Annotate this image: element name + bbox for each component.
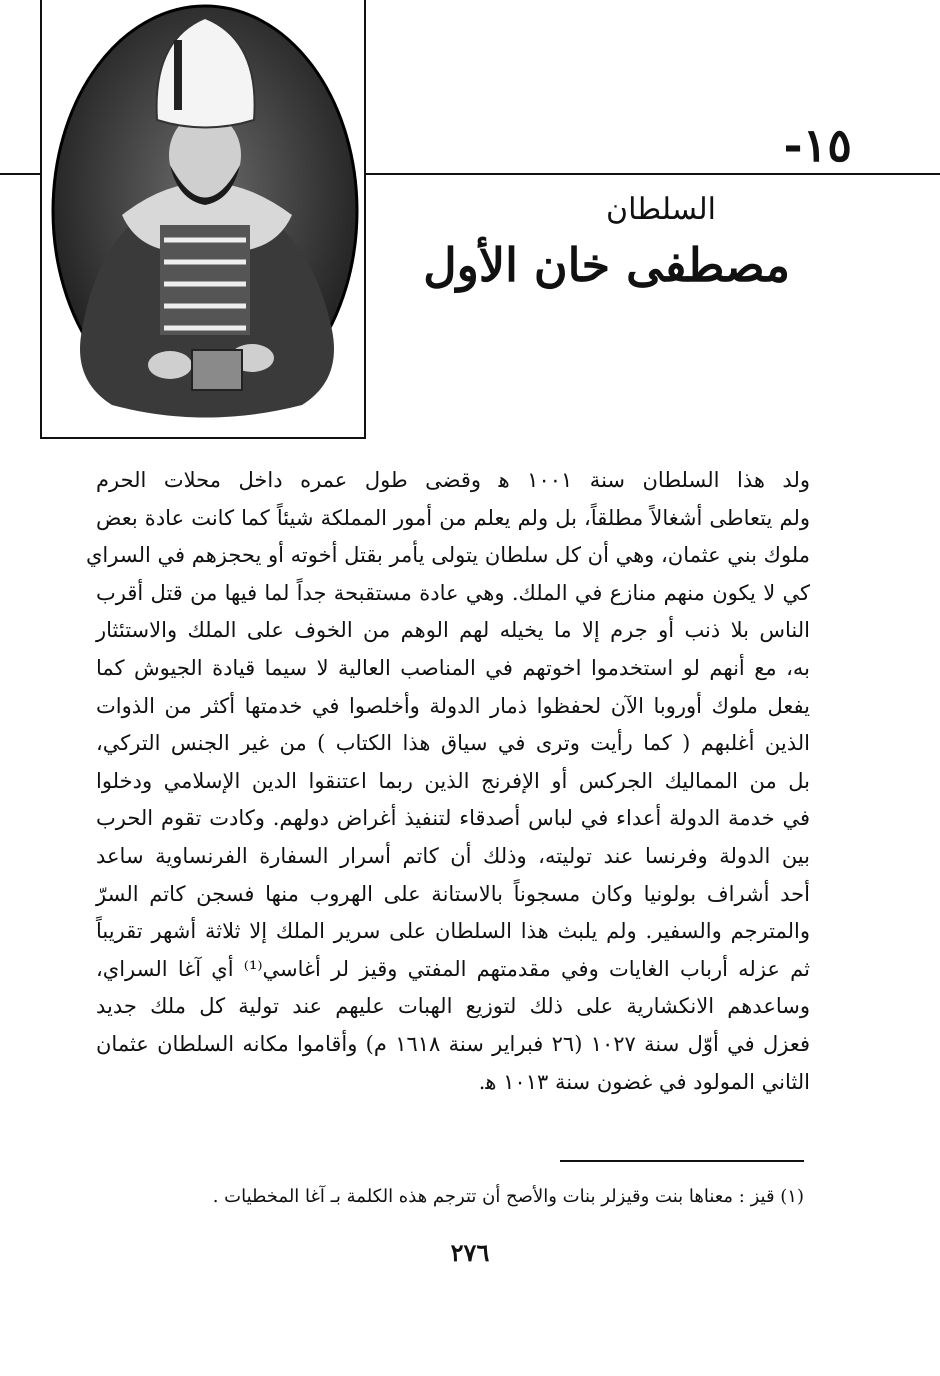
text-line: ثم عزله أرباب الغايات وفي مقدمتهم المفتي وقيز لر أغاسي⁽¹⁾ أي آغا السراي، — [96, 956, 810, 981]
sultan-portrait-image — [42, 0, 368, 437]
chapter-number: ١٥- — [783, 118, 852, 172]
text-line: به، مع أنهم لو استخدموا اخوتهم في المناصب العالية لا سيما قيادة الجيوش كما — [96, 655, 810, 680]
header-rule-right — [366, 173, 940, 175]
footnote: (١) قيز : معناها بنت وقيزلر بنات والأصح أن تترجم هذه الكلمة بـ آغا المخطيات . — [212, 1186, 804, 1207]
text-line: بل من المماليك الجركس أو الإفرنج الذين ربما اعتنقوا الدين الإسلامي ودخلوا — [96, 768, 810, 793]
text-line: ولم يتعاطى أشغالاً مطلقاً، بل ولم يعلم من أمور المملكة شيئاً كما كانت عادة بعض — [96, 505, 810, 530]
text-line: في خدمة الدولة أعداء في لباس أصدقاء لتنفيذ أغراض دولهم. وكادت تقوم الحرب — [96, 806, 810, 831]
sultan-portrait-frame — [40, 0, 366, 439]
text-line: ملوك بني عثمان، وهي أن كل سلطان يتولى يأمر بقتل أخوته أو يحجزهم في السراي — [86, 543, 810, 568]
text-line: الذين أغلبهم ( كما رأيت وترى في سياق هذا الكتاب ) من غير الجنس التركي، — [96, 731, 810, 756]
text-line: فعزل في أوّل سنة ١٠٢٧ (٢٦ فبراير سنة ١٦١٨ م) وأقاموا مكانه السلطان عثمان — [96, 1031, 811, 1056]
header-rule-left — [0, 173, 42, 175]
text-line: يفعل ملوك أوروبا الآن لحفظوا ذمار الدولة وأخلصوا في خدمتها أكثر من الذوات — [96, 693, 810, 718]
text-line: الناس بلا ذنب أو جرم إلا ما يخيله لهم الوهم من الخوف على الملك والاستئثار — [96, 618, 810, 643]
footnote-rule — [560, 1160, 804, 1162]
body-paragraph — [86, 462, 811, 1101]
text-line: أحد أشراف بولونيا وكان مسجوناً بالاستانة على الهروب منها فسجن كاتم السرّ — [96, 881, 810, 906]
chapter-title-prefix: السلطان — [606, 192, 716, 227]
text-line: كي لا يكون منهم منازع في الملك. وهي عادة مستقبحة جداً لما فيها من قتل أقرب — [96, 580, 810, 605]
text-line-last: الثاني المولود في غضون سنة ١٠١٣ ﻫ. — [478, 1069, 810, 1094]
text-line: والمترجم والسفير. ولم يلبث هذا السلطان على سرير الملك إلا ثلاثة أشهر تقريباً — [96, 919, 810, 944]
page-number: ٢٧٦ — [450, 1238, 490, 1267]
text-line: ولد هذا السلطان سنة ١٠٠١ ﻫ وقضى طول عمره داخل محلات الحرم — [96, 468, 810, 492]
text-line: بين الدولة وفرنسا عند توليته، وذلك أن كاتم أسرار السفارة الفرنساوية ساعد — [96, 843, 810, 868]
text-line: وساعدهم الانكشارية على ذلك لتوزيع الهبات عليهم عند تولية كل ملك جديد — [96, 994, 810, 1019]
chapter-title: مصطفى خان الأول — [423, 238, 790, 292]
